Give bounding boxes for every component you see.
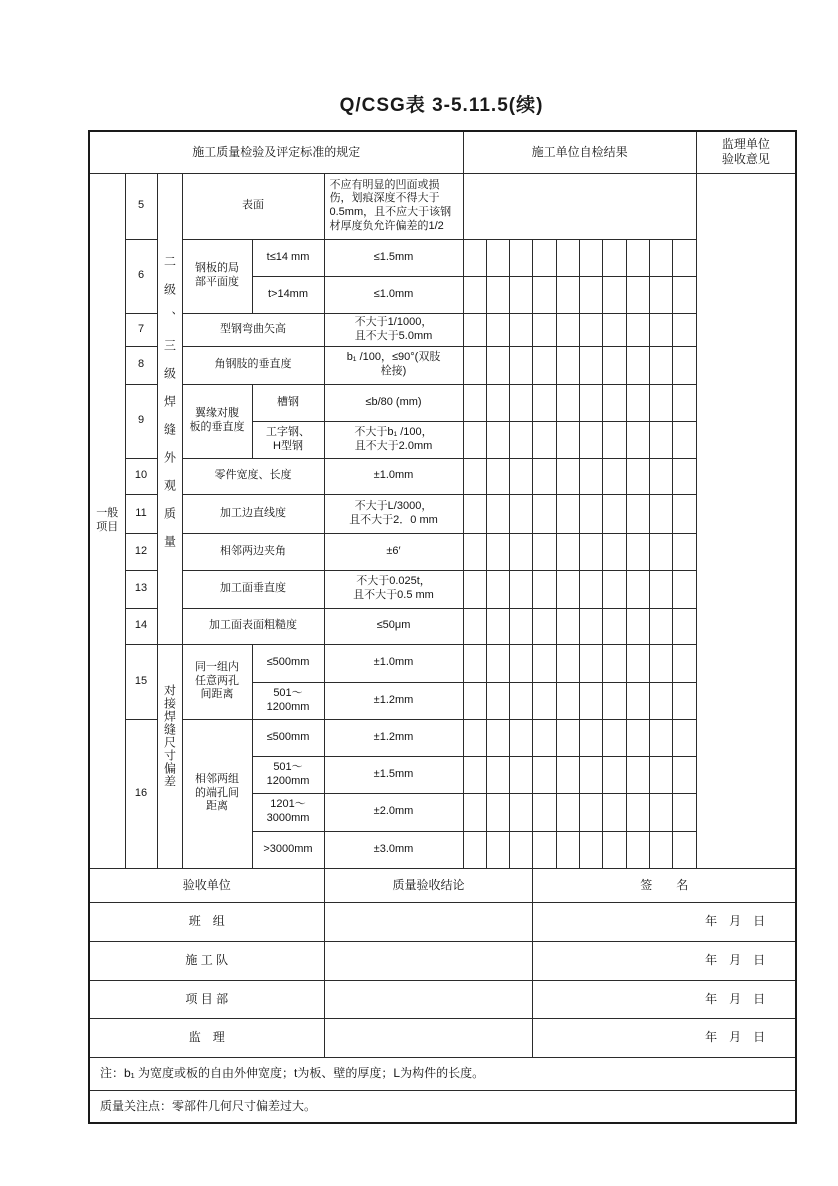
self-check-cell[interactable] (673, 570, 696, 608)
self-check-cell[interactable] (580, 608, 603, 644)
row9-sub2: 工字钢、 H型钢 (252, 421, 324, 458)
self-check-cell[interactable] (603, 276, 626, 313)
row14-item: 加工面表面粗糙度 (182, 608, 324, 644)
row9-item: 翼缘对腹 板的垂直度 (182, 384, 252, 458)
self-check-cell[interactable] (533, 421, 556, 458)
row13-criteria: 不大于0.025t， 且不大于0.5 mm (324, 570, 463, 608)
self-check-cell[interactable] (626, 831, 649, 868)
self-check-cell[interactable] (533, 239, 556, 276)
row5-criteria: 不应有明显的凹面或损伤，划痕深度不得大于0.5mm，且不应大于该钢材厚度负允许偏差的1/2 (324, 173, 463, 239)
self-check-cell[interactable] (556, 756, 579, 793)
row6-val1: ≤1.5mm (324, 239, 463, 276)
self-check-cell[interactable] (486, 239, 509, 276)
row10-criteria: ±1.0mm (324, 458, 463, 494)
row16-item: 相邻两组 的端孔间 距离 (182, 719, 252, 868)
self-check-cell[interactable] (463, 533, 486, 570)
row9-sub1: 槽钢 (252, 384, 324, 421)
row6-sub1: t≤14 mm (252, 239, 324, 276)
self-check-cell[interactable] (603, 644, 626, 682)
self-check-cell[interactable] (649, 346, 672, 384)
self-check-cell[interactable] (580, 239, 603, 276)
self-check-cell[interactable] (463, 239, 486, 276)
row13-number: 13 (125, 570, 157, 608)
self-check-cell[interactable] (463, 608, 486, 644)
unit-team-label: 班 组 (89, 902, 324, 941)
self-check-cell[interactable] (556, 570, 579, 608)
self-check-cell[interactable] (626, 384, 649, 421)
self-check-cell[interactable] (533, 313, 556, 346)
row11-item: 加工边直线度 (182, 494, 324, 533)
self-check-cell[interactable] (673, 644, 696, 682)
row7-item: 型钢弯曲矢高 (182, 313, 324, 346)
note-definitions: 注：b₁ 为宽度或板的自由外伸宽度；t为板、壁的厚度；L为构件的长度。 (89, 1057, 796, 1090)
self-check-cell[interactable] (649, 793, 672, 831)
self-check-cell[interactable] (463, 682, 486, 719)
self-check-cell[interactable] (649, 384, 672, 421)
category-butt-weld-size (157, 644, 182, 868)
self-check-cell[interactable] (533, 533, 556, 570)
row15-val2: ±1.2mm (324, 682, 463, 719)
self-check-cell[interactable] (556, 458, 579, 494)
self-check-cell[interactable] (463, 384, 486, 421)
self-check-cell[interactable] (603, 608, 626, 644)
unit-project-dept-label: 项 目 部 (89, 980, 324, 1018)
self-check-cell[interactable] (510, 608, 533, 644)
self-check-cell[interactable] (486, 533, 509, 570)
row11-number: 11 (125, 494, 157, 533)
row10-item: 零件宽度、长度 (182, 458, 324, 494)
row6-val2: ≤1.0mm (324, 276, 463, 313)
self-check-cell[interactable] (486, 276, 509, 313)
self-check-cell[interactable] (603, 793, 626, 831)
self-check-cell[interactable] (580, 384, 603, 421)
self-check-cell[interactable] (556, 608, 579, 644)
row12-item: 相邻两边夹角 (182, 533, 324, 570)
self-check-cell[interactable] (463, 570, 486, 608)
row5-item: 表面 (182, 173, 324, 239)
self-check-cell[interactable] (580, 682, 603, 719)
self-check-cell[interactable] (510, 831, 533, 868)
self-check-cell[interactable] (510, 276, 533, 313)
self-check-cell[interactable] (486, 313, 509, 346)
self-check-cell[interactable] (533, 793, 556, 831)
self-check-cell[interactable] (510, 793, 533, 831)
self-check-cell[interactable] (673, 793, 696, 831)
self-check-cell[interactable] (673, 239, 696, 276)
self-check-cell[interactable] (626, 533, 649, 570)
self-check-cell[interactable] (510, 313, 533, 346)
self-check-cell[interactable] (626, 682, 649, 719)
self-check-cell[interactable] (649, 644, 672, 682)
self-check-cell[interactable] (626, 239, 649, 276)
self-check-cell[interactable] (510, 384, 533, 421)
self-check-cell[interactable] (556, 793, 579, 831)
row15-sub2: 501～ 1200mm (252, 682, 324, 719)
self-check-cell[interactable] (486, 458, 509, 494)
self-check-cell[interactable] (649, 719, 672, 756)
self-check-cell[interactable] (603, 313, 626, 346)
self-check-cell[interactable] (533, 682, 556, 719)
weld-appearance-label: 二级、三级焊缝外观质量 (162, 254, 177, 563)
row12-number: 12 (125, 533, 157, 570)
self-check-cell[interactable] (673, 831, 696, 868)
self-check-cell[interactable] (580, 756, 603, 793)
self-check-cell[interactable] (556, 313, 579, 346)
self-check-cell[interactable] (673, 756, 696, 793)
self-check-cell[interactable] (673, 458, 696, 494)
self-check-cell[interactable] (580, 793, 603, 831)
self-check-cell[interactable] (533, 384, 556, 421)
self-check-cell[interactable] (673, 346, 696, 384)
row6-sub2: t>14mm (252, 276, 324, 313)
inspection-table (88, 130, 797, 1124)
self-check-cell[interactable] (603, 682, 626, 719)
criteria-header-cell: 施工质量检验及评定标准的规定 (89, 131, 463, 173)
self-check-row5-cell[interactable] (463, 173, 696, 239)
row15-item: 同一组内 任意两孔 间距离 (182, 644, 252, 719)
self-check-cell[interactable] (533, 346, 556, 384)
self-check-cell[interactable] (673, 608, 696, 644)
self-check-cell[interactable] (626, 570, 649, 608)
self-check-cell[interactable] (649, 682, 672, 719)
self-check-cell[interactable] (556, 346, 579, 384)
self-check-cell[interactable] (626, 276, 649, 313)
self-check-cell[interactable] (510, 682, 533, 719)
row16-sub1: ≤500mm (252, 719, 324, 756)
self-check-cell[interactable] (649, 239, 672, 276)
self-check-cell[interactable] (510, 494, 533, 533)
self-check-cell[interactable] (510, 421, 533, 458)
self-check-cell[interactable] (580, 346, 603, 384)
general-items-label: 一般 项目 (96, 506, 119, 533)
row16-sub4: >3000mm (252, 831, 324, 868)
self-check-cell[interactable] (533, 276, 556, 313)
self-check-cell[interactable] (580, 570, 603, 608)
self-check-cell[interactable] (510, 239, 533, 276)
row6-item: 钢板的局 部平面度 (182, 239, 252, 313)
row16-val4: ±3.0mm (324, 831, 463, 868)
self-check-cell[interactable] (673, 421, 696, 458)
self-check-cell[interactable] (556, 533, 579, 570)
self-check-cell[interactable] (463, 756, 486, 793)
supervision-conclusion-cell[interactable] (324, 1018, 533, 1057)
self-check-cell[interactable] (626, 644, 649, 682)
self-check-cell[interactable] (673, 276, 696, 313)
self-check-cell[interactable] (463, 458, 486, 494)
supervision-date-cell[interactable]: 年 月 日 (533, 1018, 796, 1057)
self-check-cell[interactable] (556, 276, 579, 313)
self-check-cell[interactable] (626, 719, 649, 756)
self-check-cell[interactable] (486, 494, 509, 533)
self-check-cell[interactable] (580, 644, 603, 682)
self-check-cell[interactable] (463, 831, 486, 868)
self-check-cell[interactable] (603, 570, 626, 608)
self-check-cell[interactable] (533, 644, 556, 682)
self-check-cell[interactable] (603, 346, 626, 384)
self-check-cell[interactable] (603, 756, 626, 793)
self-check-cell[interactable] (556, 384, 579, 421)
self-check-cell[interactable] (603, 421, 626, 458)
self-check-cell[interactable] (603, 719, 626, 756)
row9-val2: 不大于b₁ /100， 且不大于2.0mm (324, 421, 463, 458)
acceptance-unit-header: 验收单位 (89, 868, 324, 902)
conclusion-header: 质量验收结论 (324, 868, 533, 902)
self-check-cell[interactable] (603, 831, 626, 868)
self-check-cell[interactable] (510, 346, 533, 384)
butt-weld-size-label: 对接焊缝尺寸偏差 (162, 684, 177, 788)
self-check-cell[interactable] (556, 682, 579, 719)
row10-number: 10 (125, 458, 157, 494)
self-check-cell[interactable] (463, 793, 486, 831)
self-check-cell[interactable] (510, 756, 533, 793)
row16-val2: ±1.5mm (324, 756, 463, 793)
self-check-cell[interactable] (626, 494, 649, 533)
self-check-cell[interactable] (649, 570, 672, 608)
self-check-cell[interactable] (463, 644, 486, 682)
row15-number: 15 (125, 644, 157, 719)
self-check-cell[interactable] (649, 533, 672, 570)
row9-number: 9 (125, 384, 157, 458)
self-check-cell[interactable] (626, 793, 649, 831)
project-dept-date-cell[interactable]: 年 月 日 (533, 980, 796, 1018)
self-check-cell[interactable] (486, 570, 509, 608)
team-date-cell[interactable]: 年 月 日 (533, 902, 796, 941)
project-dept-conclusion-cell[interactable] (324, 980, 533, 1018)
signature-header: 签 名 (533, 868, 796, 902)
self-check-cell[interactable] (603, 384, 626, 421)
self-check-cell[interactable] (603, 239, 626, 276)
page-title: Q/CSG表 3-5.11.5(续) (339, 95, 544, 116)
self-check-cell[interactable] (603, 494, 626, 533)
row8-number: 8 (125, 346, 157, 384)
self-check-header-cell: 施工单位自检结果 (463, 131, 696, 173)
team-conclusion-cell[interactable] (324, 902, 533, 941)
category-weld-appearance (157, 173, 182, 644)
row14-number: 14 (125, 608, 157, 644)
row7-criteria: 不大于1/1000， 且不大于5.0mm (324, 313, 463, 346)
self-check-cell[interactable] (626, 346, 649, 384)
supervisor-header-cell: 监理单位 验收意见 (696, 131, 796, 173)
self-check-cell[interactable] (486, 793, 509, 831)
self-check-cell[interactable] (580, 533, 603, 570)
self-check-cell[interactable] (673, 682, 696, 719)
self-check-cell[interactable] (580, 494, 603, 533)
self-check-cell[interactable] (510, 570, 533, 608)
crew-conclusion-cell[interactable] (324, 941, 533, 980)
row15-val1: ±1.0mm (324, 644, 463, 682)
self-check-cell[interactable] (580, 458, 603, 494)
self-check-cell[interactable] (463, 346, 486, 384)
row16-sub3: 1201～ 3000mm (252, 793, 324, 831)
self-check-cell[interactable] (673, 719, 696, 756)
self-check-cell[interactable] (556, 421, 579, 458)
self-check-cell[interactable] (626, 421, 649, 458)
self-check-cell[interactable] (673, 533, 696, 570)
self-check-cell[interactable] (673, 313, 696, 346)
self-check-cell[interactable] (533, 494, 556, 533)
row15-sub1: ≤500mm (252, 644, 324, 682)
row16-number: 16 (125, 719, 157, 868)
self-check-cell[interactable] (510, 644, 533, 682)
note-quality-focus: 质量关注点：零部件几何尺寸偏差过大。 (89, 1090, 796, 1123)
self-check-cell[interactable] (626, 756, 649, 793)
self-check-cell[interactable] (580, 719, 603, 756)
self-check-cell[interactable] (649, 494, 672, 533)
row8-criteria: b₁ /100，≤90°(双肢 栓接) (324, 346, 463, 384)
self-check-cell[interactable] (580, 831, 603, 868)
row11-criteria: 不大于L/3000， 且不大于2．0 mm (324, 494, 463, 533)
row16-val3: ±2.0mm (324, 793, 463, 831)
self-check-cell[interactable] (486, 756, 509, 793)
self-check-cell[interactable] (580, 276, 603, 313)
self-check-cell[interactable] (486, 644, 509, 682)
self-check-cell[interactable] (486, 346, 509, 384)
self-check-cell[interactable] (556, 239, 579, 276)
row13-item: 加工面垂直度 (182, 570, 324, 608)
row8-item: 角钢肢的垂直度 (182, 346, 324, 384)
self-check-cell[interactable] (486, 719, 509, 756)
self-check-cell[interactable] (556, 831, 579, 868)
self-check-cell[interactable] (486, 682, 509, 719)
self-check-cell[interactable] (626, 313, 649, 346)
self-check-cell[interactable] (510, 458, 533, 494)
self-check-cell[interactable] (533, 831, 556, 868)
self-check-cell[interactable] (673, 384, 696, 421)
self-check-cell[interactable] (463, 494, 486, 533)
self-check-cell[interactable] (510, 719, 533, 756)
self-check-cell[interactable] (463, 276, 486, 313)
self-check-cell[interactable] (463, 313, 486, 346)
self-check-cell[interactable] (649, 276, 672, 313)
self-check-cell[interactable] (486, 608, 509, 644)
crew-date-cell[interactable]: 年 月 日 (533, 941, 796, 980)
self-check-cell[interactable] (580, 313, 603, 346)
supervisor-opinion-cell[interactable] (696, 173, 796, 868)
self-check-cell[interactable] (626, 608, 649, 644)
unit-supervision-label: 监 理 (89, 1018, 324, 1057)
self-check-cell[interactable] (673, 494, 696, 533)
row6-number: 6 (125, 239, 157, 313)
self-check-cell[interactable] (533, 608, 556, 644)
self-check-cell[interactable] (533, 756, 556, 793)
self-check-cell[interactable] (649, 458, 672, 494)
self-check-cell[interactable] (533, 570, 556, 608)
self-check-cell[interactable] (463, 719, 486, 756)
category-general-items (89, 173, 125, 868)
self-check-cell[interactable] (649, 756, 672, 793)
self-check-cell[interactable] (626, 458, 649, 494)
self-check-cell[interactable] (649, 421, 672, 458)
row16-sub2: 501～ 1200mm (252, 756, 324, 793)
row14-criteria: ≤50μm (324, 608, 463, 644)
self-check-cell[interactable] (486, 421, 509, 458)
self-check-cell[interactable] (556, 719, 579, 756)
self-check-cell[interactable] (603, 458, 626, 494)
self-check-cell[interactable] (649, 831, 672, 868)
row5-number: 5 (125, 173, 157, 239)
self-check-cell[interactable] (649, 608, 672, 644)
self-check-cell[interactable] (486, 831, 509, 868)
self-check-cell[interactable] (486, 384, 509, 421)
self-check-cell[interactable] (580, 421, 603, 458)
row7-number: 7 (125, 313, 157, 346)
row16-val1: ±1.2mm (324, 719, 463, 756)
self-check-cell[interactable] (556, 494, 579, 533)
row12-criteria: ±6′ (324, 533, 463, 570)
unit-crew-label: 施 工 队 (89, 941, 324, 980)
self-check-cell[interactable] (533, 719, 556, 756)
self-check-cell[interactable] (533, 458, 556, 494)
row9-val1: ≤b/80 (mm) (324, 384, 463, 421)
self-check-cell[interactable] (463, 421, 486, 458)
self-check-cell[interactable] (649, 313, 672, 346)
self-check-cell[interactable] (603, 533, 626, 570)
self-check-cell[interactable] (556, 644, 579, 682)
self-check-cell[interactable] (510, 533, 533, 570)
